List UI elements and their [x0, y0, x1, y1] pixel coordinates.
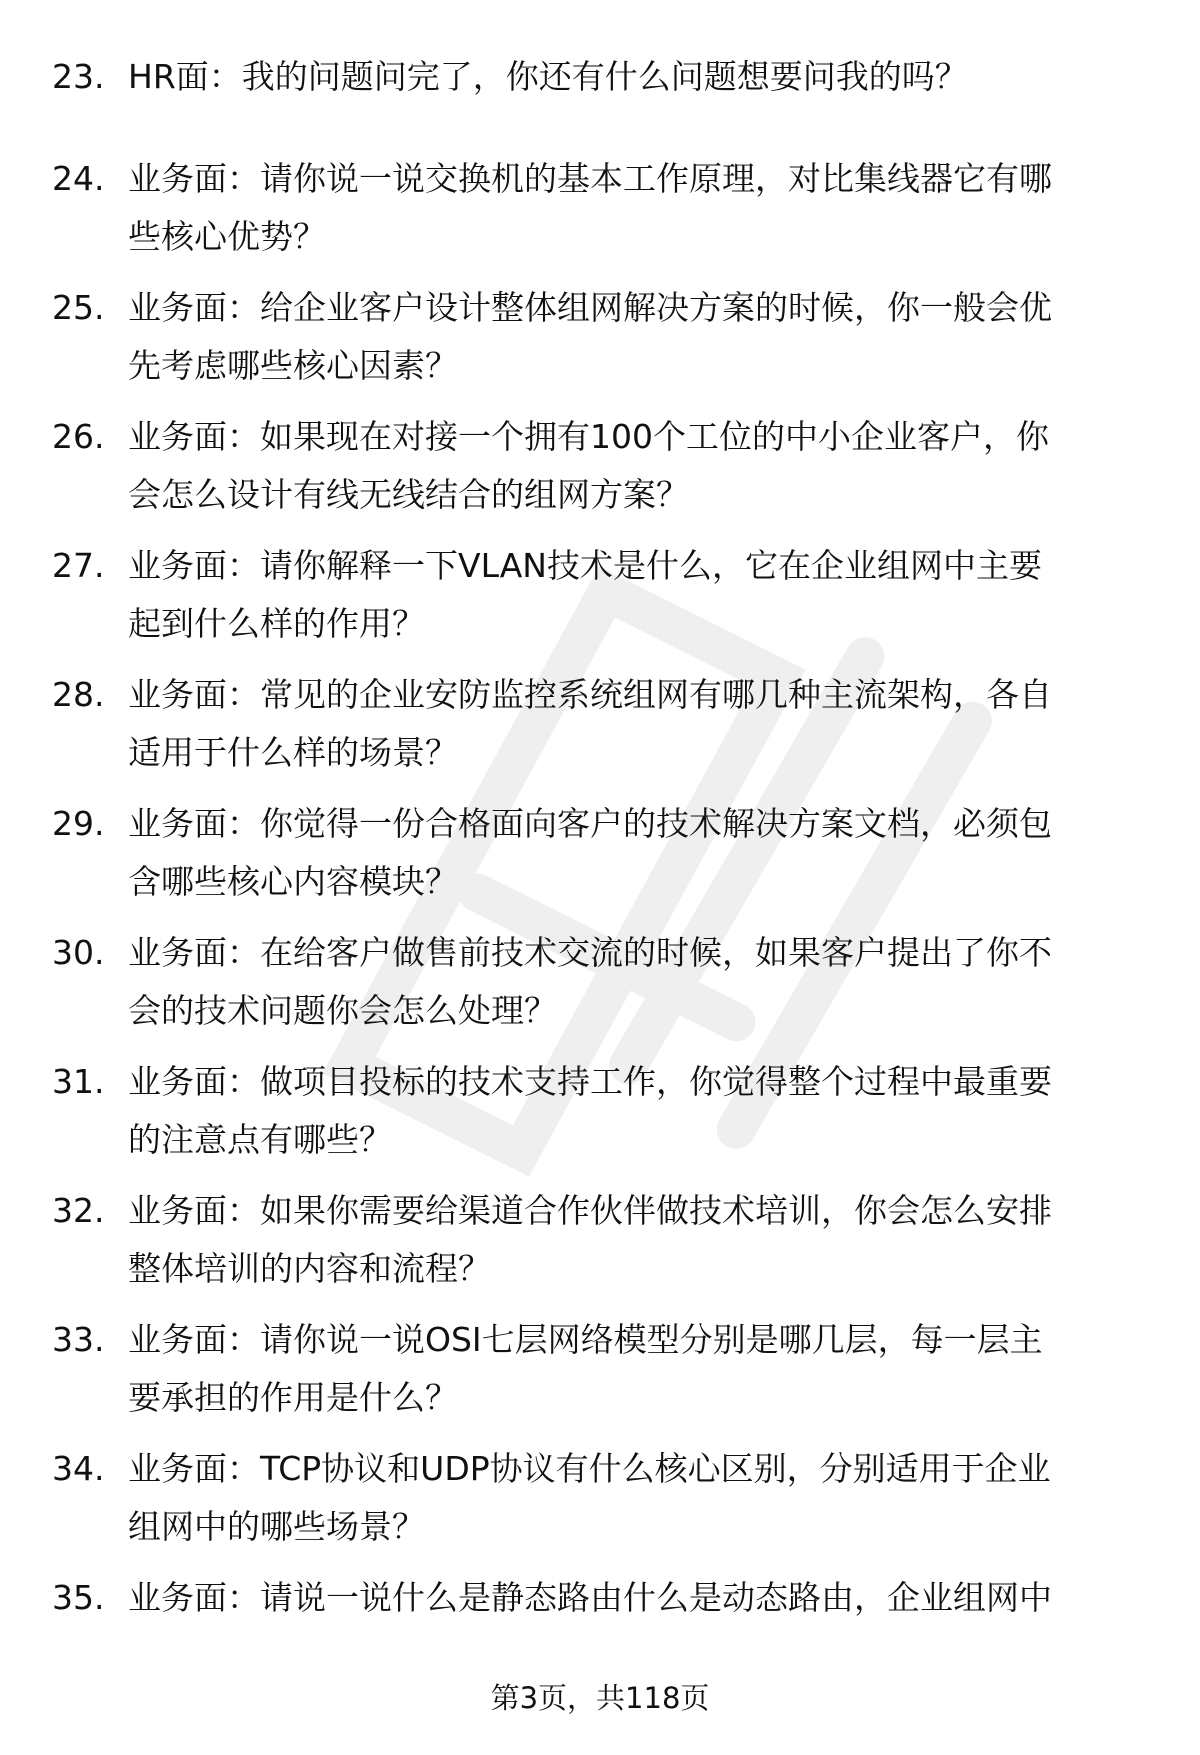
- question-line: 先考虑哪些核心因素？: [128, 346, 458, 385]
- question-text: [128, 1440, 1138, 1556]
- question-text: [128, 150, 1138, 266]
- question-line: HR面：我的问题问完了，你还有什么问题想要问我的吗？: [128, 57, 968, 96]
- question-item: [0, 924, 1200, 1044]
- question-number: 33.: [52, 1320, 105, 1359]
- question-number: 29.: [52, 804, 105, 843]
- question-item: [0, 1569, 1200, 1689]
- question-line: 含哪些核心内容模块？: [128, 862, 458, 901]
- question-number: 32.: [52, 1191, 105, 1230]
- question-line: 的注意点有哪些？: [128, 1120, 392, 1159]
- question-line: 业务面：如果你需要给渠道合作伙伴做技术培训，你会怎么安排: [128, 1191, 1052, 1230]
- question-number: 34.: [52, 1449, 105, 1488]
- question-line: 业务面：你觉得一份合格面向客户的技术解决方案文档，必须包: [128, 804, 1052, 843]
- question-line: 会怎么设计有线无线结合的组网方案？: [128, 475, 689, 514]
- question-number: 28.: [52, 675, 105, 714]
- question-line: 业务面：给企业客户设计整体组网解决方案的时候，你一般会优: [128, 288, 1052, 327]
- question-item: [0, 795, 1200, 915]
- question-line: 业务面：TCP协议和UDP协议有什么核心区别，分别适用于企业: [128, 1449, 1051, 1488]
- question-line: 业务面：请你说一说交换机的基本工作原理，对比集线器它有哪: [128, 159, 1052, 198]
- question-number: 30.: [52, 933, 105, 972]
- question-item: [0, 408, 1200, 528]
- question-number: 31.: [52, 1062, 105, 1101]
- question-line: 会的技术问题你会怎么处理？: [128, 991, 557, 1030]
- question-number: 23.: [52, 57, 105, 96]
- question-line: 业务面：常见的企业安防监控系统组网有哪几种主流架构，各自: [128, 675, 1052, 714]
- question-text: [128, 279, 1138, 395]
- question-line: 业务面：请说一说什么是静态路由什么是动态路由，企业组网中: [128, 1578, 1052, 1617]
- question-line: 适用于什么样的场景？: [128, 733, 458, 772]
- question-text: [128, 1053, 1138, 1169]
- question-line: 业务面：做项目投标的技术支持工作，你觉得整个过程中最重要: [128, 1062, 1052, 1101]
- question-number: 27.: [52, 546, 105, 585]
- question-text: [128, 924, 1138, 1040]
- question-item: [0, 537, 1200, 657]
- question-item: [0, 1182, 1200, 1302]
- question-text: [128, 795, 1138, 911]
- question-line: 组网中的哪些场景？: [128, 1507, 425, 1546]
- question-text: [128, 537, 1138, 653]
- question-text: [128, 48, 1138, 106]
- question-item: [0, 150, 1200, 270]
- question-line: 业务面：如果现在对接一个拥有100个工位的中小企业客户，你: [128, 417, 1049, 456]
- question-item: [0, 666, 1200, 786]
- question-line: 要承担的作用是什么？: [128, 1378, 458, 1417]
- question-item: [0, 279, 1200, 399]
- question-number: 25.: [52, 288, 105, 327]
- question-line: 业务面：请你说一说OSI七层网络模型分别是哪几层，每一层主: [128, 1320, 1043, 1359]
- question-text: [128, 408, 1138, 524]
- question-line: 些核心优势？: [128, 217, 326, 256]
- question-item: [0, 1311, 1200, 1431]
- question-text: [128, 1311, 1138, 1427]
- question-line: 整体培训的内容和流程？: [128, 1249, 491, 1288]
- question-item: [0, 1440, 1200, 1560]
- question-line: 业务面：请你解释一下VLAN技术是什么，它在企业组网中主要: [128, 546, 1042, 585]
- question-text: [128, 666, 1138, 782]
- question-text: [128, 1569, 1138, 1627]
- question-line: 业务面：在给客户做售前技术交流的时候，如果客户提出了你不: [128, 933, 1052, 972]
- question-number: 26.: [52, 417, 105, 456]
- question-text: [128, 1182, 1138, 1298]
- question-number: 24.: [52, 159, 105, 198]
- question-line: 起到什么样的作用？: [128, 604, 425, 643]
- page-footer: 第3页，共118页: [490, 1681, 710, 1715]
- question-number: 35.: [52, 1578, 105, 1617]
- question-item: [0, 1053, 1200, 1173]
